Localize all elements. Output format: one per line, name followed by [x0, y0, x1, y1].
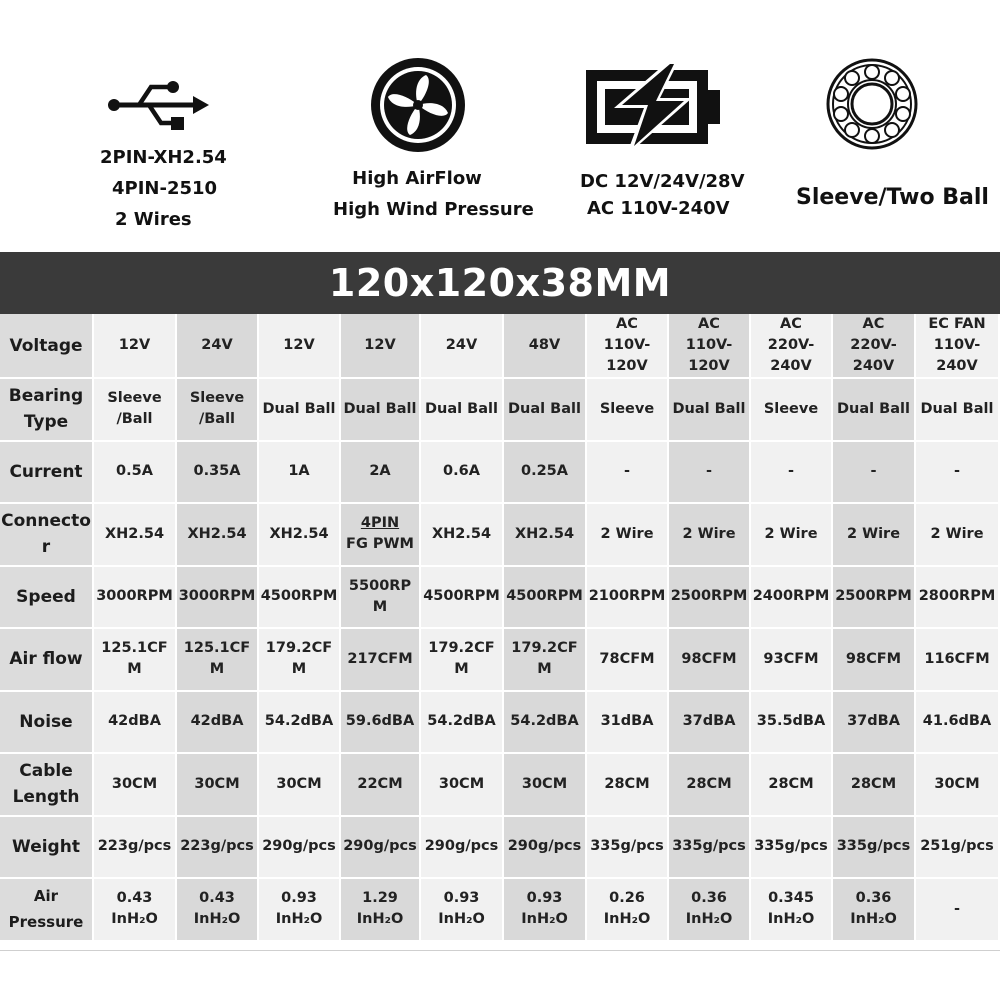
table-cell: [587, 567, 669, 630]
cell-value: 2 Wire: [600, 525, 654, 542]
table-cell: [916, 817, 1000, 880]
cell-value: 2100RPM: [588, 588, 666, 605]
cell-value: 12V: [364, 337, 396, 353]
table-cell: [177, 442, 259, 505]
cell-value: XH2.54: [187, 525, 247, 542]
cell-value: 335g/pcs: [754, 838, 828, 855]
cell-value: -: [953, 463, 961, 480]
row-label: [0, 567, 94, 630]
table-cell: [916, 314, 1000, 379]
table-cell: [504, 314, 587, 379]
cell-value: 2400RPM: [752, 588, 830, 605]
cell-value: 2500RPM: [835, 588, 912, 605]
table-cell: [833, 879, 916, 942]
table-cell: [341, 504, 421, 567]
table-cell: [916, 879, 1000, 942]
cell-value: Dual Ball: [672, 400, 746, 417]
table-cell: [94, 567, 177, 630]
cell-value: 2 Wire: [846, 525, 901, 542]
table-cell: [341, 379, 421, 442]
table-row: [0, 692, 1000, 755]
cell-value: Dual Ball: [425, 400, 498, 417]
table-cell: [669, 379, 751, 442]
cell-value: 59.6dBA: [345, 713, 415, 730]
cell-value: Dual Ball: [343, 400, 417, 417]
table-row: [0, 754, 1000, 817]
table-cell: [421, 692, 504, 755]
cell-value: 125.1CF M: [101, 640, 168, 678]
table-cell: [587, 817, 669, 880]
row-label-text: Cable Length: [12, 761, 80, 808]
table-cell: [751, 692, 833, 755]
table-cell: [94, 879, 177, 942]
cell-value: 48V: [528, 337, 561, 353]
cell-value: 3000RPM: [96, 588, 173, 605]
cell-value: 30CM: [194, 775, 240, 792]
table-cell: [421, 817, 504, 880]
row-label-text: Noise: [19, 711, 73, 732]
cell-value: XH2.54: [104, 525, 165, 542]
cell-value: 41.6dBA: [922, 713, 992, 730]
cell-value: 28CM: [768, 775, 814, 792]
cell-value: 28CM: [604, 775, 650, 792]
table-cell: [259, 629, 341, 692]
table-cell: [669, 504, 751, 567]
table-cell: [916, 442, 1000, 505]
airflow-line-2: High Wind Pressure: [333, 199, 534, 220]
table-cell: [833, 379, 916, 442]
cell-value: AC 110V- 120V: [603, 316, 651, 374]
fan-icon: [370, 57, 466, 153]
cell-value: -: [705, 463, 713, 480]
cell-value: 37dBA: [682, 713, 736, 730]
ball-bearing-icon: [826, 58, 918, 150]
table-cell: [259, 692, 341, 755]
cell-value: 2 Wire: [764, 525, 818, 542]
table-cell: [94, 692, 177, 755]
table-cell: [421, 879, 504, 942]
cell-value: 0.43 InH₂O: [111, 890, 158, 928]
cell-value: 12V: [283, 337, 315, 353]
cell-value: 0.25A: [521, 463, 568, 480]
cell-value: Sleeve /Ball: [107, 390, 162, 428]
table-cell: [259, 314, 341, 379]
table-cell: [94, 379, 177, 442]
cell-value: 0.35A: [193, 463, 241, 480]
cell-value: Sleeve: [599, 400, 655, 417]
cell-value: 3000RPM: [178, 588, 256, 605]
cell-value: AC 220V- 240V: [850, 316, 897, 374]
cell-value: 179.2CF M: [511, 640, 578, 678]
table-cell: [341, 817, 421, 880]
table-cell: [751, 314, 833, 379]
airflow-line-1: High AirFlow: [352, 168, 482, 189]
row-label: [0, 442, 94, 505]
table-cell: [421, 504, 504, 567]
row-label-text: Connecto r: [1, 511, 91, 558]
table-cell: [751, 442, 833, 505]
table-cell: [341, 629, 421, 692]
table-cell: [669, 442, 751, 505]
row-label-text: Air flow: [9, 649, 83, 670]
cell-value: 12V: [118, 337, 151, 353]
table-cell: [751, 379, 833, 442]
row-label-text: Bearing Type: [8, 386, 84, 433]
table-cell: [177, 692, 259, 755]
table-cell: [504, 879, 587, 942]
cell-value: 24V: [201, 337, 233, 353]
cell-value: 1A: [288, 463, 310, 480]
connector-line-1: 2PIN-XH2.54: [100, 147, 227, 168]
cell-value: Dual Ball: [262, 400, 336, 417]
cell-value: 98CFM: [845, 650, 902, 667]
table-row: [0, 504, 1000, 567]
row-label: [0, 629, 94, 692]
row-label: [0, 879, 94, 942]
row-label-text: Current: [9, 461, 83, 482]
cell-value: 2800RPM: [918, 588, 996, 605]
table-cell: [259, 379, 341, 442]
table-cell: [833, 817, 916, 880]
cell-value: 0.6A: [443, 463, 480, 480]
table-title-text: 120x120x38MM: [328, 261, 672, 305]
table-cell: [669, 692, 751, 755]
row-label-text: Weight: [12, 836, 80, 857]
table-cell: [833, 629, 916, 692]
cell-value: 42dBA: [108, 713, 161, 730]
spec-grid: [0, 314, 1000, 942]
table-cell: [833, 692, 916, 755]
table-cell: [341, 442, 421, 505]
table-cell: [669, 567, 751, 630]
cell-value: 4500RPM: [423, 588, 500, 605]
usb-icon: [105, 78, 210, 133]
power-line-2: AC 110V-240V: [587, 198, 730, 219]
cell-value: Dual Ball: [508, 400, 581, 417]
cell-value: 116CFM: [924, 650, 990, 667]
table-cell: [504, 442, 587, 505]
table-cell: [504, 629, 587, 692]
row-label-text: Air Pressure: [8, 887, 84, 932]
row-label: [0, 817, 94, 880]
table-cell: [177, 567, 259, 630]
cell-value: 290g/pcs: [507, 838, 582, 855]
table-cell: [259, 754, 341, 817]
cell-value: 335g/pcs: [590, 838, 664, 855]
cell-value: 30CM: [934, 775, 980, 792]
cell-value: 2500RPM: [670, 588, 748, 605]
table-cell: [341, 754, 421, 817]
table-cell: [94, 442, 177, 505]
table-cell: [341, 692, 421, 755]
cell-value: 179.2CF M: [265, 640, 333, 678]
table-cell: [833, 442, 916, 505]
table-row: [0, 442, 1000, 505]
table-cell: [669, 879, 751, 942]
cell-value: 2 Wire: [682, 525, 736, 542]
cell-value: 0.43 InH₂O: [193, 890, 241, 928]
table-cell: [421, 754, 504, 817]
cell-value: 28CM: [686, 775, 732, 792]
cell-value: 54.2dBA: [427, 713, 496, 730]
table-cell: [504, 817, 587, 880]
table-cell: [833, 567, 916, 630]
table-row: [0, 379, 1000, 442]
table-cell: [916, 379, 1000, 442]
cell-value: 4PIN FG PWM: [346, 515, 414, 553]
cell-value: Dual Ball: [837, 400, 910, 417]
table-cell: [916, 692, 1000, 755]
row-label: [0, 504, 94, 567]
cell-value: XH2.54: [431, 525, 492, 542]
table-cell: [669, 314, 751, 379]
cell-value: 0.345 InH₂O: [767, 890, 815, 928]
table-cell: [341, 567, 421, 630]
table-cell: [94, 629, 177, 692]
table-cell: [421, 442, 504, 505]
table-cell: [94, 314, 177, 379]
cell-value: -: [870, 463, 877, 480]
table-cell: [421, 379, 504, 442]
cell-value: 42dBA: [190, 713, 244, 730]
cell-value: 223g/pcs: [97, 838, 172, 855]
table-cell: [587, 692, 669, 755]
cell-value: 217CFM: [347, 650, 413, 667]
cell-value: 2 Wire: [930, 525, 984, 542]
table-cell: [259, 504, 341, 567]
cell-value: -: [787, 463, 795, 480]
table-cell: [259, 817, 341, 880]
table-cell: [259, 442, 341, 505]
row-label: [0, 379, 94, 442]
table-cell: [259, 879, 341, 942]
table-cell: [751, 567, 833, 630]
cell-value: 31dBA: [600, 713, 654, 730]
bottom-divider: [0, 950, 1000, 951]
feature-strip: [0, 0, 1000, 252]
table-cell: [177, 504, 259, 567]
table-title: [0, 252, 1000, 314]
row-label: [0, 754, 94, 817]
cell-value: 54.2dBA: [264, 713, 334, 730]
cell-value: 335g/pcs: [836, 838, 911, 855]
table-cell: [341, 879, 421, 942]
table-cell: [751, 754, 833, 817]
cell-value: Dual Ball: [920, 400, 994, 417]
table-row: [0, 817, 1000, 880]
table-cell: [504, 504, 587, 567]
table-cell: [916, 504, 1000, 567]
cell-value: 24V: [445, 337, 478, 353]
table-cell: [669, 629, 751, 692]
table-cell: [504, 754, 587, 817]
cell-value: 35.5dBA: [756, 713, 826, 730]
table-row: [0, 879, 1000, 942]
cell-value: 290g/pcs: [262, 838, 336, 855]
table-cell: [421, 567, 504, 630]
connector-line-3: 2 Wires: [115, 209, 192, 230]
cell-value: 4500RPM: [260, 588, 338, 605]
cell-value: 0.5A: [116, 463, 153, 480]
cell-value: 179.2CF M: [428, 640, 495, 678]
cell-value: 0.93 InH₂O: [438, 890, 485, 928]
table-cell: [751, 504, 833, 567]
cell-value: 37dBA: [847, 713, 900, 730]
connector-line-2: 4PIN-2510: [112, 178, 218, 199]
table-cell: [177, 754, 259, 817]
cell-value: 0.36 InH₂O: [685, 890, 733, 928]
cell-value: 98CFM: [681, 650, 737, 667]
table-cell: [504, 567, 587, 630]
cell-value: 223g/pcs: [180, 838, 254, 855]
table-cell: [833, 314, 916, 379]
table-cell: [177, 379, 259, 442]
table-cell: [833, 754, 916, 817]
table-cell: [587, 379, 669, 442]
table-cell: [421, 629, 504, 692]
cell-value: AC 220V- 240V: [767, 316, 815, 374]
cell-value: Sleeve /Ball: [189, 390, 245, 428]
power-line-1: DC 12V/24V/28V: [580, 171, 745, 192]
table-cell: [504, 692, 587, 755]
table-cell: [751, 817, 833, 880]
table-cell: [669, 754, 751, 817]
table-row: [0, 567, 1000, 630]
cell-value: 54.2dBA: [510, 713, 579, 730]
cell-value: 30CM: [438, 775, 485, 792]
cell-value: 0.36 InH₂O: [850, 890, 897, 928]
cell-value: 251g/pcs: [920, 838, 994, 855]
cell-value: 28CM: [850, 775, 897, 792]
row-label: [0, 314, 94, 379]
row-label-text: Speed: [16, 586, 76, 607]
cell-value: 0.93 InH₂O: [521, 890, 568, 928]
cell-value: 93CFM: [763, 650, 819, 667]
table-cell: [916, 629, 1000, 692]
cell-value: 78CFM: [599, 650, 655, 667]
row-label: [0, 692, 94, 755]
table-cell: [94, 504, 177, 567]
cell-value: EC FAN 110V- 240V: [928, 316, 986, 374]
table-row: [0, 629, 1000, 692]
cell-value: 4500RPM: [506, 588, 583, 605]
cell-value: 30CM: [111, 775, 158, 792]
table-cell: [587, 629, 669, 692]
table-cell: [177, 314, 259, 379]
cell-value: 290g/pcs: [343, 838, 417, 855]
battery-bolt-icon: [584, 58, 722, 156]
cell-value: 30CM: [276, 775, 322, 792]
table-cell: [587, 442, 669, 505]
cell-value: 2A: [369, 463, 391, 480]
table-cell: [587, 314, 669, 379]
table-cell: [587, 754, 669, 817]
table-cell: [916, 754, 1000, 817]
cell-value: 1.29 InH₂O: [356, 890, 404, 928]
cell-value: XH2.54: [269, 525, 329, 542]
table-row: [0, 314, 1000, 379]
cell-value: 22CM: [357, 775, 403, 792]
table-cell: [833, 504, 916, 567]
table-cell: [504, 379, 587, 442]
cell-value: -: [623, 463, 631, 480]
cell-value: 0.93 InH₂O: [275, 890, 323, 928]
spec-table: [0, 252, 1000, 952]
table-cell: [751, 629, 833, 692]
table-cell: [94, 754, 177, 817]
table-cell: [587, 504, 669, 567]
cell-value: -: [953, 900, 961, 917]
cell-value: AC 110V- 120V: [685, 316, 733, 374]
row-label-text: Voltage: [9, 335, 83, 356]
table-cell: [916, 567, 1000, 630]
table-cell: [341, 314, 421, 379]
table-cell: [177, 879, 259, 942]
table-cell: [177, 629, 259, 692]
table-cell: [669, 817, 751, 880]
table-cell: [177, 817, 259, 880]
cell-value: 125.1CF M: [183, 640, 251, 678]
bearing-line-1: Sleeve/Two Ball: [796, 185, 989, 210]
cell-value: XH2.54: [514, 525, 575, 542]
cell-value: 30CM: [521, 775, 568, 792]
cell-value: 0.26 InH₂O: [603, 890, 651, 928]
table-cell: [587, 879, 669, 942]
cell-value: 335g/pcs: [672, 838, 746, 855]
cell-value: Sleeve: [763, 400, 819, 417]
table-cell: [94, 817, 177, 880]
cell-value: 5500RP M: [348, 577, 412, 615]
cell-value: 290g/pcs: [424, 838, 499, 855]
table-cell: [259, 567, 341, 630]
table-cell: [421, 314, 504, 379]
table-cell: [751, 879, 833, 942]
